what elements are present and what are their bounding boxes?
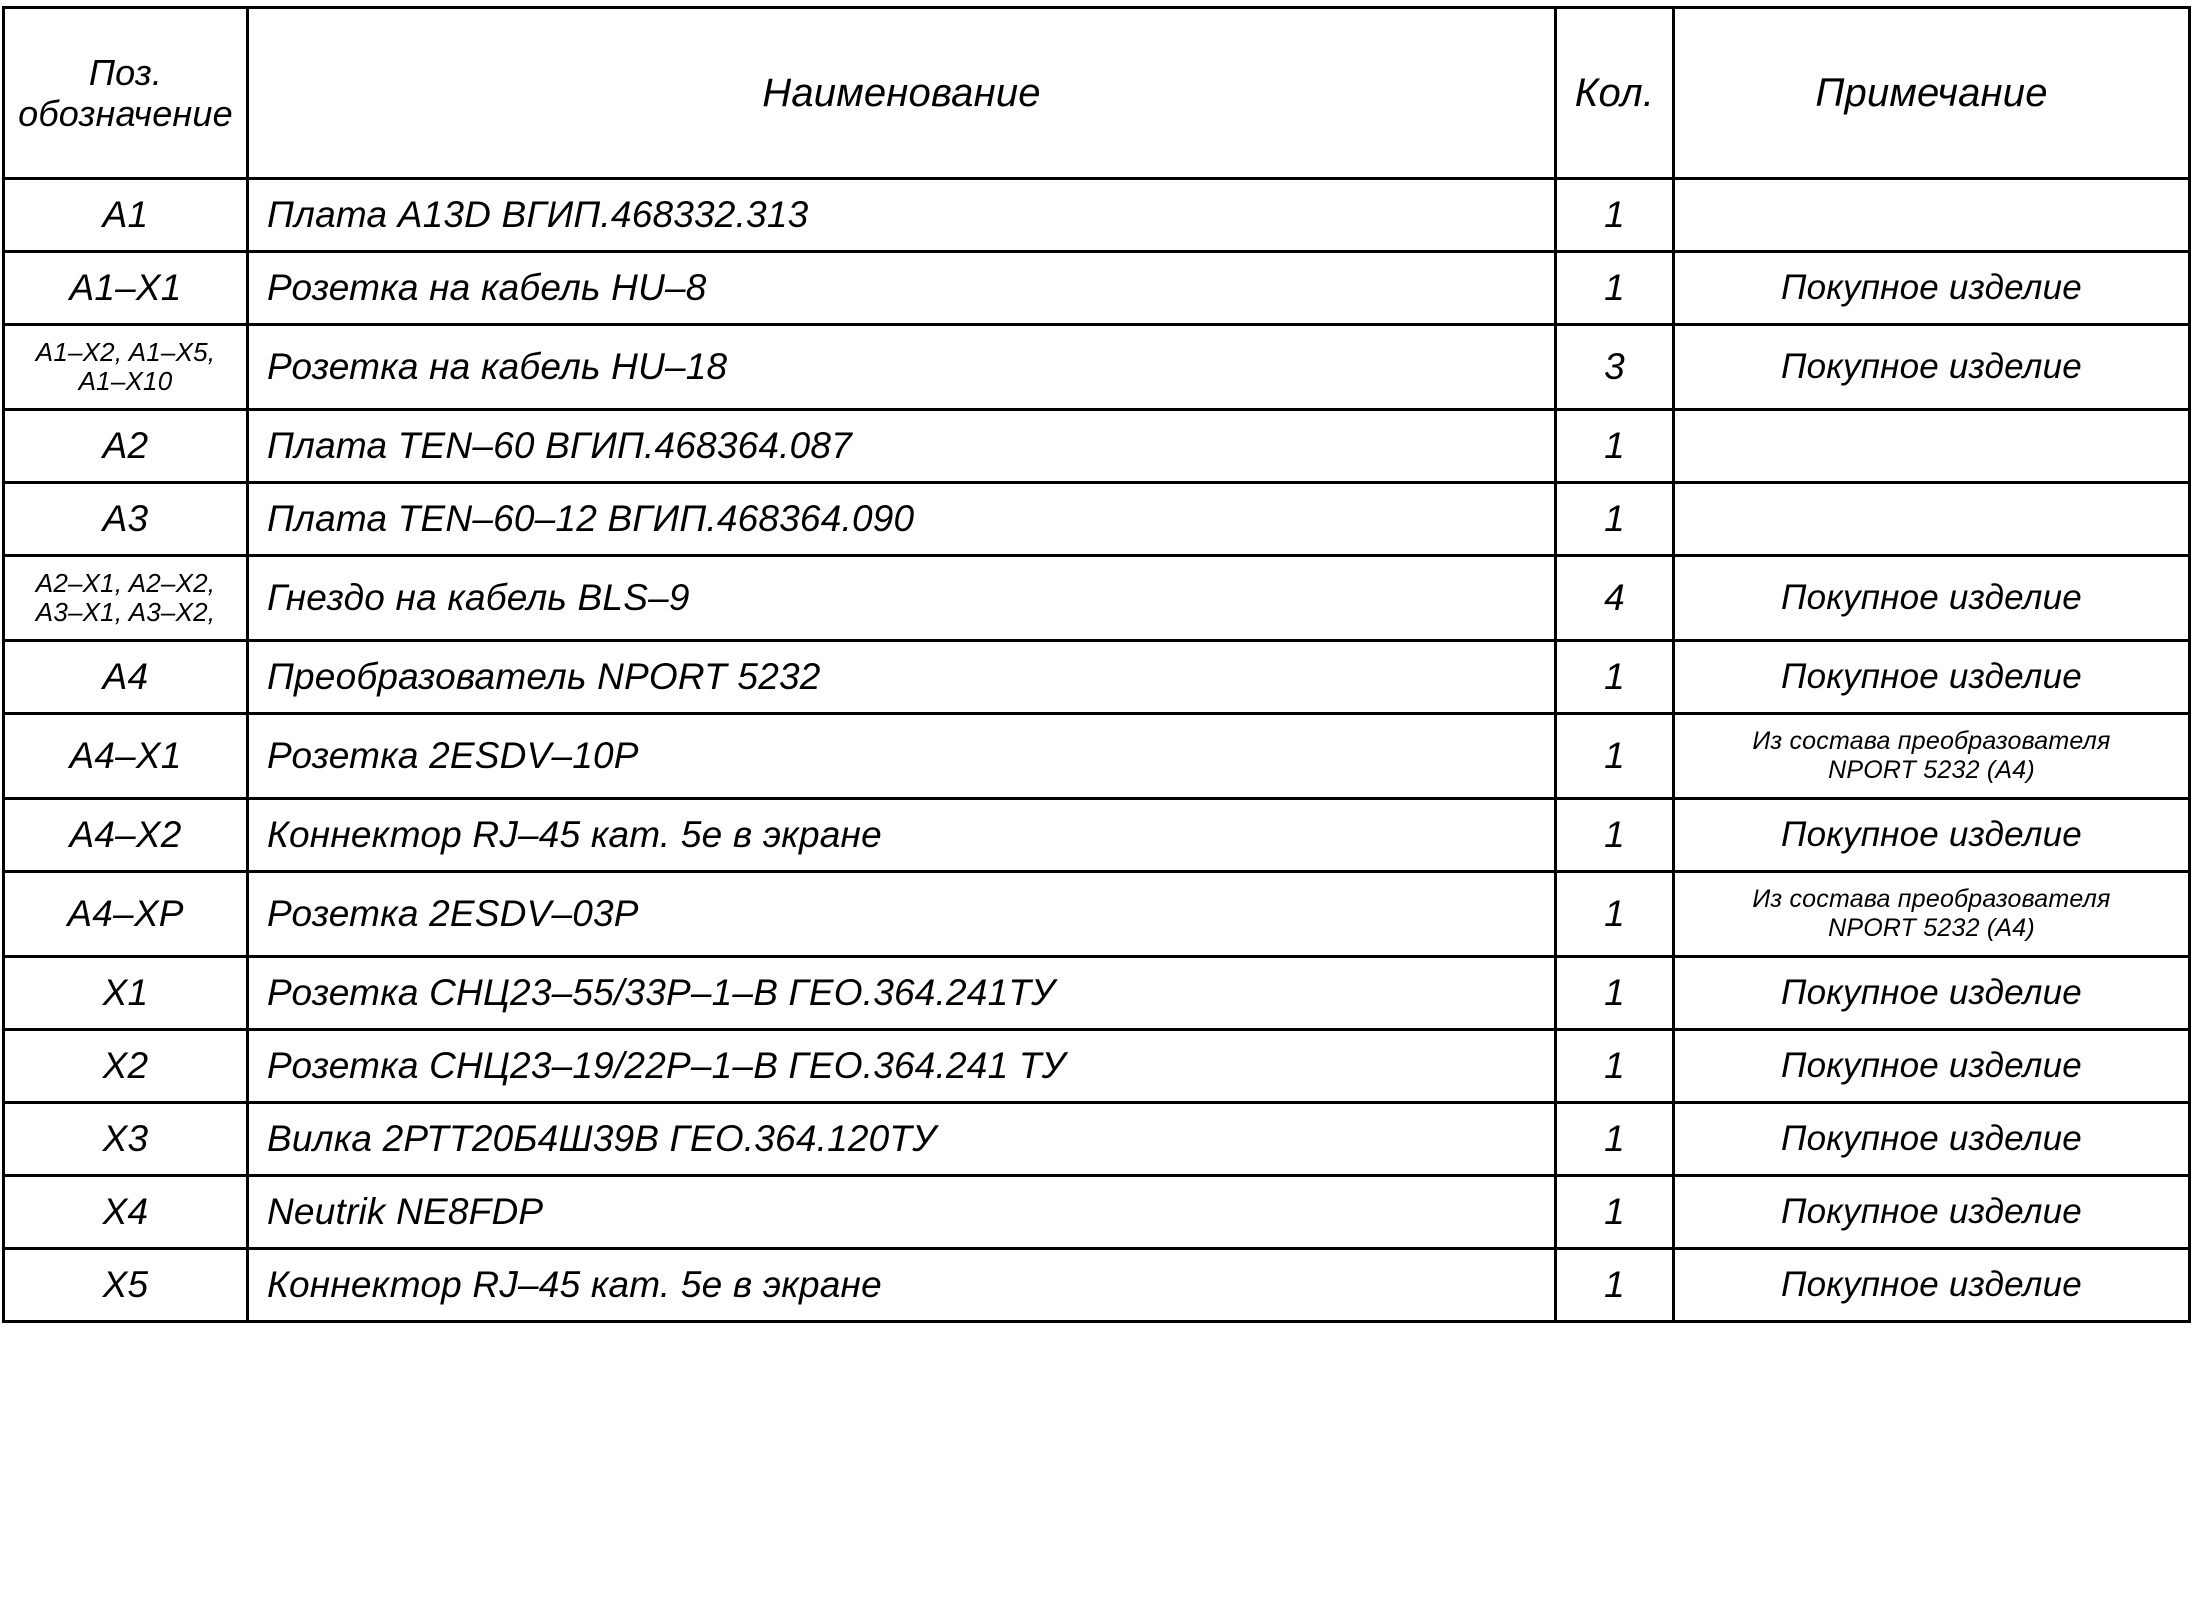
table-row [4,1103,2190,1176]
cell-position-line2: A3–X1, A3–X2, [35,597,216,627]
column-header-name: Наименование [248,8,1556,179]
cell-position-line1: A1–X2, A1–X5, [35,337,216,368]
cell-position: X3 [4,1103,248,1176]
table-row [4,641,2190,714]
cell-note-line1: Из состава преобразователя [1752,727,2111,756]
specification-table [2,6,2191,1323]
cell-position: A3 [4,483,248,556]
cell-name: Розетка СНЦ23–55/33Р–1–В ГЕО.364.241ТУ [248,957,1556,1030]
cell-position: X1 [4,957,248,1030]
cell-position: X5 [4,1249,248,1322]
cell-note: Покупное изделие [1674,1249,2190,1322]
cell-name: Плата TEN–60 ВГИП.468364.087 [248,410,1556,483]
table-row [4,252,2190,325]
cell-name: Розетка 2ESDV–10P [248,714,1556,799]
table-row [4,483,2190,556]
cell-qty: 1 [1556,1249,1674,1322]
cell-note: Покупное изделие [1674,957,2190,1030]
cell-note [1674,483,2190,556]
cell-position: A4–X2 [4,799,248,872]
cell-qty: 1 [1556,641,1674,714]
cell-position: X4 [4,1176,248,1249]
table-row [4,872,2190,957]
cell-position-line2: A1–X10 [78,366,173,396]
cell-name: Коннектор RJ–45 кат. 5е в экране [248,1249,1556,1322]
cell-qty: 1 [1556,483,1674,556]
cell-note-line1: Из состава преобразователя [1752,885,2111,914]
cell-position-line1: A2–X1, A2–X2, [35,568,216,599]
cell-qty: 1 [1556,179,1674,252]
table-row [4,410,2190,483]
table-row [4,1176,2190,1249]
cell-position: A4–XP [4,872,248,957]
column-header-note: Примечание [1674,8,2190,179]
cell-qty: 1 [1556,1176,1674,1249]
cell-position: A4–X1 [4,714,248,799]
cell-qty: 1 [1556,1030,1674,1103]
cell-name: Розетка 2ESDV–03P [248,872,1556,957]
table-row [4,957,2190,1030]
cell-note [1674,714,2190,799]
cell-name: Neutrik NE8FDP [248,1176,1556,1249]
table-row [4,325,2190,410]
cell-name: Гнездо на кабель BLS–9 [248,556,1556,641]
cell-note: Покупное изделие [1674,641,2190,714]
cell-qty: 1 [1556,957,1674,1030]
cell-position [4,556,248,641]
cell-qty: 1 [1556,714,1674,799]
table-row [4,556,2190,641]
specification-sheet [0,6,2192,1609]
cell-note [1674,410,2190,483]
cell-position: A4 [4,641,248,714]
table-row [4,1030,2190,1103]
table-row [4,179,2190,252]
cell-name: Вилка 2РТТ20Б4Ш39В ГЕО.364.120ТУ [248,1103,1556,1176]
table-header-row [4,8,2190,179]
cell-name: Коннектор RJ–45 кат. 5е в экране [248,799,1556,872]
cell-note-line2: NPORT 5232 (A4) [1828,914,2035,942]
cell-qty: 1 [1556,799,1674,872]
cell-note: Покупное изделие [1674,1030,2190,1103]
table-row [4,1249,2190,1322]
column-header-qty: Кол. [1556,8,1674,179]
column-header-position [4,8,248,179]
cell-position: A1 [4,179,248,252]
cell-qty: 3 [1556,325,1674,410]
cell-note: Покупное изделие [1674,556,2190,641]
cell-qty: 1 [1556,252,1674,325]
cell-name: Преобразователь NPORT 5232 [248,641,1556,714]
cell-name: Розетка на кабель HU–18 [248,325,1556,410]
cell-note [1674,179,2190,252]
column-header-position-line1: Поз. [88,51,163,93]
cell-qty: 1 [1556,410,1674,483]
cell-note: Покупное изделие [1674,252,2190,325]
cell-qty: 4 [1556,556,1674,641]
cell-note [1674,872,2190,957]
cell-position: X2 [4,1030,248,1103]
cell-name: Плата A13D ВГИП.468332.313 [248,179,1556,252]
table-row [4,799,2190,872]
table-header [4,8,2190,179]
cell-note-line2: NPORT 5232 (A4) [1828,756,2035,784]
cell-name: Плата TEN–60–12 ВГИП.468364.090 [248,483,1556,556]
cell-position [4,325,248,410]
cell-position: A2 [4,410,248,483]
table-row [4,714,2190,799]
cell-qty: 1 [1556,1103,1674,1176]
cell-qty: 1 [1556,872,1674,957]
cell-position: A1–X1 [4,252,248,325]
column-header-position-line2: обозначение [18,93,233,134]
cell-name: Розетка СНЦ23–19/22Р–1–В ГЕО.364.241 ТУ [248,1030,1556,1103]
cell-note: Покупное изделие [1674,325,2190,410]
cell-note: Покупное изделие [1674,1103,2190,1176]
cell-name: Розетка на кабель HU–8 [248,252,1556,325]
cell-note: Покупное изделие [1674,1176,2190,1249]
cell-note: Покупное изделие [1674,799,2190,872]
table-body [4,179,2190,1322]
